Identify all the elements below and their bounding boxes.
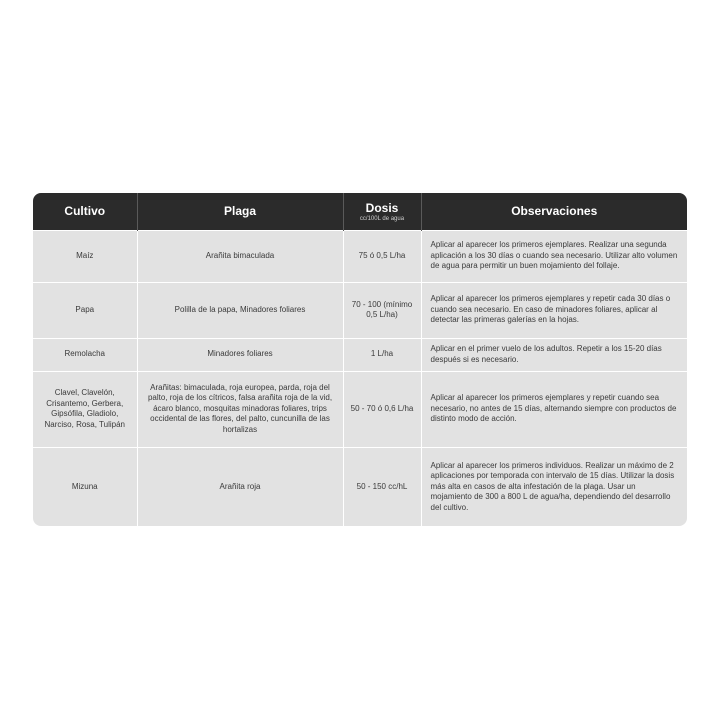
table-header-row [33,193,687,230]
cell-cultivo: Clavel, Clavelón, Crisantemo, Gerbera, Gipsófila, Gladiolo, Narciso, Rosa, Tulipán [33,371,137,447]
cell-observaciones: Aplicar en el primer vuelo de los adultos. Repetir a los 15-20 días después si es necesario. [421,338,687,371]
table-row [33,230,687,282]
cell-plaga: Arañita roja [137,447,343,526]
cell-observaciones: Aplicar al aparecer los primeros individuos. Realizar un máximo de 2 aplicaciones por temporada con intervalo de 15 días. Utilizar la dosis más alta en casos de alta infestación de la plaga. Usar un mojamiento de 300 a 800 L de agua/ha, dependiendo del desarrollo del cultivo. [421,447,687,526]
table-row [33,371,687,447]
table-row [33,338,687,371]
header-cultivo-label: Cultivo [64,204,106,219]
table-row [33,282,687,338]
header-dosis [343,193,421,230]
cell-dosis: 70 - 100 (mínimo 0,5 L/ha) [343,282,421,338]
dosage-table [33,193,687,526]
cell-observaciones: Aplicar al aparecer los primeros ejemplares y repetir cada 30 días o cuando sea necesario. En caso de minadores foliares, aplicar al detectar las primeras galerías en la hojas. [421,282,687,338]
header-dosis-unit: cc/100L de agua [359,215,405,222]
cell-plaga: Polilla de la papa, Minadores foliares [137,282,343,338]
cell-cultivo: Remolacha [33,338,137,371]
header-plaga [137,193,343,230]
cell-plaga: Arañitas: bimaculada, roja europea, parda, roja del palto, roja de los cítricos, falsa arañita roja de la vid, ácaro blanco, mosquitas minadoras foliares, trips occidental de las flores, del palto, cuncunilla de las hortalizas [137,371,343,447]
cell-plaga: Minadores foliares [137,338,343,371]
header-plaga-label: Plaga [223,204,256,219]
cell-dosis: 1 L/ha [343,338,421,371]
cell-cultivo: Papa [33,282,137,338]
cell-cultivo: Mizuna [33,447,137,526]
cell-dosis: 50 - 150 cc/hL [343,447,421,526]
header-dosis-label: Dosis [365,200,399,215]
cell-dosis: 50 - 70 ó 0,6 L/ha [343,371,421,447]
cell-observaciones: Aplicar al aparecer los primeros ejemplares y repetir cuando sea necesario, no antes de 15 días, alternando siempre con productos de distinto modo de acción. [421,371,687,447]
cell-cultivo: Maíz [33,230,137,282]
header-observaciones-label: Observaciones [511,204,598,219]
header-cultivo [33,193,137,230]
header-observaciones [421,193,687,230]
table-row [33,447,687,526]
cell-observaciones: Aplicar al aparecer los primeros ejemplares. Realizar una segunda aplicación a los 30 días o cuando sea necesario. Utilizar alto volumen de agua para permitir un buen mojamiento del follaje. [421,230,687,282]
dosage-table-container [33,193,687,526]
cell-plaga: Arañita bimaculada [137,230,343,282]
cell-dosis: 75 ó 0,5 L/ha [343,230,421,282]
